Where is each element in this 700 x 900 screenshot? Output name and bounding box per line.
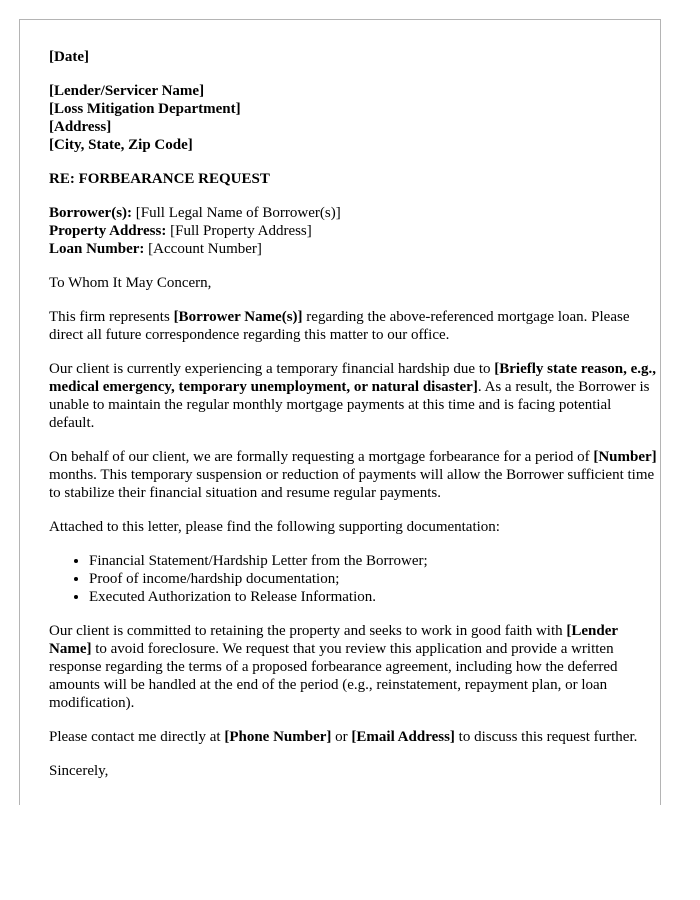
paragraph-request [49,448,660,502]
letter-page [19,19,661,805]
attachment-item: • Proof of income/hardship documentation; [89,570,660,588]
para3-text-pre: On behalf of our client, we are formally requesting a mortgage forbearance for a period of [49,449,594,465]
recipient-name: [Lender/Servicer Name] [49,83,205,99]
recipient-department: [Loss Mitigation Department] [49,101,241,117]
para5-text-post: to discuss this request further. [454,729,638,745]
borrower-value: [Full Legal Name of Borrower(s)] [132,205,341,221]
loan-details [49,204,660,258]
property-value: [Full Property Address] [166,223,312,239]
borrower-label: Borrower(s): [49,205,133,221]
para4-text-pre: Our client is committed to retaining the property and seeks to work in good faith with [49,623,567,639]
loan-label: Loan Number: [49,241,145,257]
letter-date: [Date] [49,49,89,65]
closing: Sincerely, [49,763,109,779]
para2-text-post: . As a result, the Borrower is unable to maintain the regular monthly mortgage payments at this time and is facing potential default. [49,379,650,431]
paragraph-representation [49,308,660,344]
attachments-intro: Attached to this letter, please find the following supporting documentation: [49,519,500,535]
para4-text-post: to avoid foreclosure. We request that you review this application and provide a written response regarding the terms of a proposed forbearance agreement, including how the deferred amounts will be handled at the end of the period (e.g., reinstatement, repayment plan, or loan modification). [49,641,618,711]
para3-text-post: months. This temporary suspension or reduction of payments will allow the Borrower sufficient time to stabilize their financial situation and resume regular payments. [49,467,655,501]
loan-value: [Account Number] [144,241,262,257]
para1-borrower-name: [Borrower Name(s)] [173,309,303,325]
loan-line [49,240,660,258]
attachment-item: • Financial Statement/Hardship Letter from the Borrower; [89,552,660,570]
para5-phone-number: [Phone Number] [224,729,332,745]
property-label: Property Address: [49,223,167,239]
recipient-address: [Address] [49,119,112,135]
property-line [49,222,660,240]
recipient-city-state-zip: [City, State, Zip Code] [49,137,193,153]
recipient-block [49,82,660,154]
para5-text-pre: Please contact me directly at [49,729,225,745]
para1-text-pre: This firm represents [49,309,174,325]
salutation: To Whom It May Concern, [49,275,212,291]
para5-email-address: [Email Address] [351,729,455,745]
attachments-list [49,552,660,606]
para2-hardship-reason: [Briefly state reason, e.g., medical emergency, temporary unemployment, or natural disaster] [49,361,657,395]
para3-number: [Number] [593,449,657,465]
paragraph-contact [49,728,660,746]
paragraph-commitment [49,622,660,712]
para2-text-pre: Our client is currently experiencing a temporary financial hardship due to [49,361,495,377]
paragraph-hardship [49,360,660,432]
para5-text-mid: or [331,729,352,745]
re-line: RE: FORBEARANCE REQUEST [49,171,270,187]
para4-lender-name: [Lender Name] [49,623,618,657]
attachment-item: • Executed Authorization to Release Information. [89,588,660,606]
para1-text-post: regarding the above-referenced mortgage loan. Please direct all future correspondence regarding this matter to our office. [49,309,630,343]
borrower-line [49,204,660,222]
